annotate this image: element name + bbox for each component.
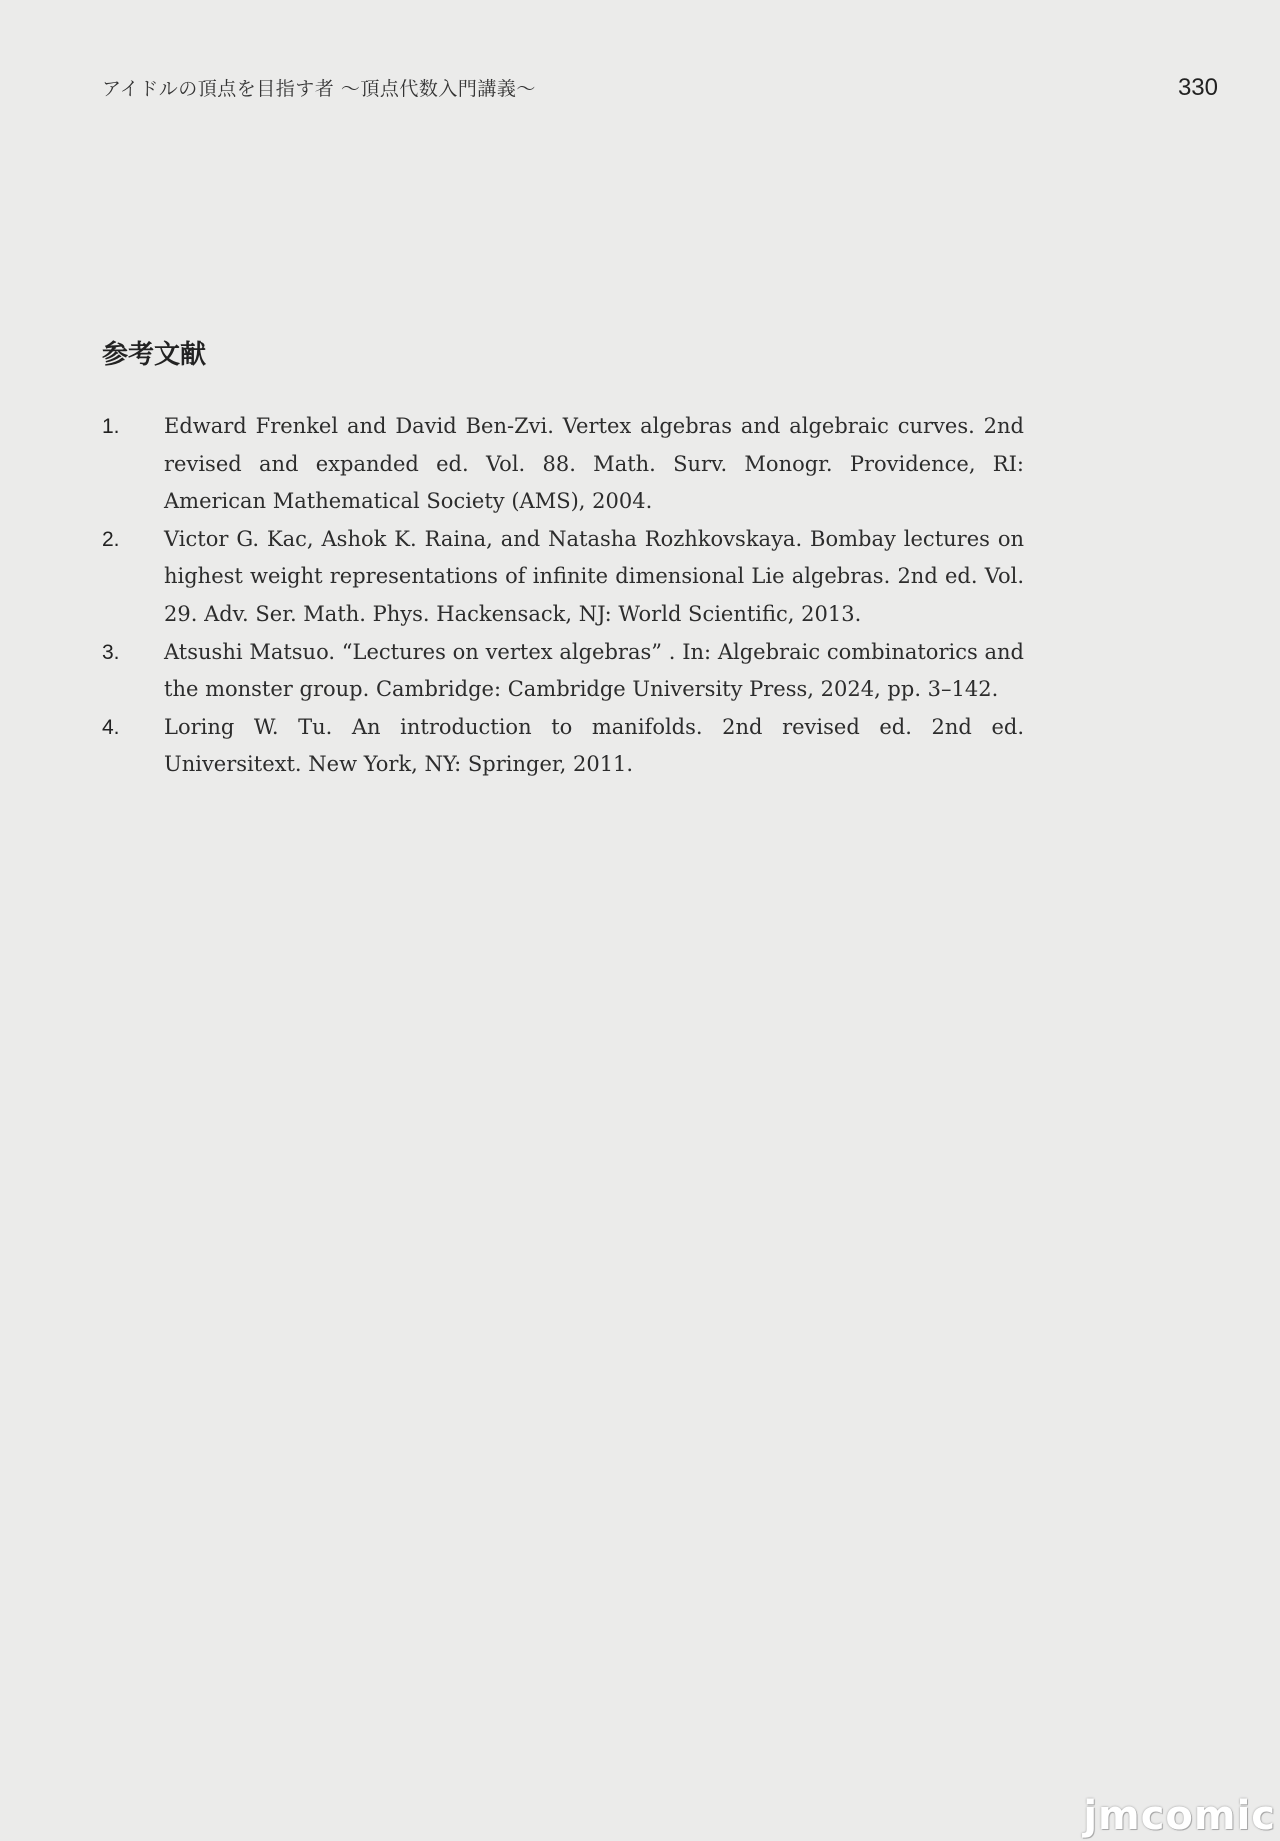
watermark-logo: jmcomic	[1083, 1793, 1276, 1839]
reference-item	[102, 521, 1024, 634]
reference-number: 3.	[102, 640, 120, 664]
reference-text: Atsushi Matsuo. “Lectures on vertex algebras” . In: Algebraic combinatorics and the monster group. Cambridge: Cambridge University Press, 2024, pp. 3–142.	[164, 639, 1024, 702]
reference-number: 1.	[102, 415, 120, 438]
reference-text: Loring W. Tu. An introduction to manifolds. 2nd revised ed. 2nd ed. Universitext. New York, NY: Springer, 2011.	[164, 714, 1024, 777]
reference-list	[102, 408, 1024, 784]
reference-text: Edward Frenkel and David Ben-Zvi. Vertex algebras and algebraic curves. 2nd revised and expanded ed. Vol. 88. Math. Surv. Monogr. Providence, RI: American Mathematical Society (AMS), 2004.	[164, 414, 1024, 514]
reference-number: 4.	[102, 715, 120, 739]
reference-item	[102, 408, 1024, 521]
reference-number: 2.	[102, 527, 120, 551]
reference-item	[102, 709, 1024, 784]
reference-item	[102, 634, 1024, 709]
running-title: アイドルの頂点を目指す者 〜頂点代数入門講義〜	[102, 78, 536, 100]
section-title: 参考文献	[102, 340, 207, 370]
page-number: 330	[1177, 74, 1218, 101]
reference-text: Victor G. Kac, Ashok K. Raina, and Natasha Rozhkovskaya. Bombay lectures on highest weight representations of infinite dimensional Lie algebras. 2nd ed. Vol. 29. Adv. Ser. Math. Phys. Hackensack, NJ: World Scientific, 2013.	[164, 526, 1024, 626]
